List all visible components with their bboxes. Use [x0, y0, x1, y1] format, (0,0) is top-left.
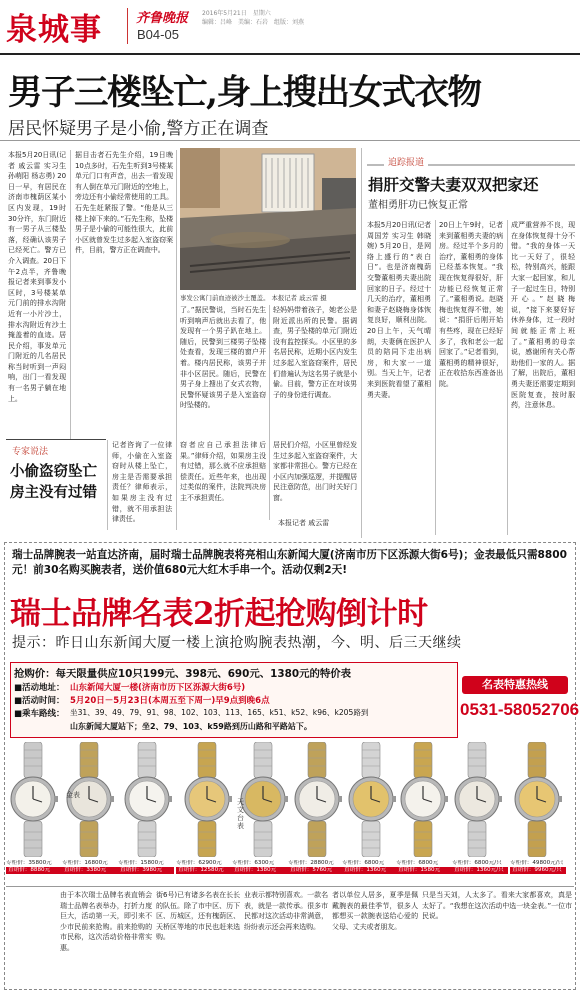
sale-price: 直销价：3980元: [118, 867, 174, 874]
paper-logo: 齐鲁晚报: [136, 11, 189, 26]
ad-time: 5月20日－5月23日(本周五至下周一)早9点到晚6点: [70, 696, 270, 706]
price-tag: [232, 860, 288, 882]
price-tag: [6, 860, 62, 882]
original-price: 专柜价：6800元: [342, 860, 385, 866]
story1-col4: 轻妈妈带着孩子，她老公是附近派出所的民警。据调查，男子坠楼的单元门附近没有监控探头。小区里的多名居民称，近期小区内发生过多起入室盗窃案件，居民们普遍认为这名男子就是小偷。目前，警方正在对该男子的身份进行调查。: [273, 306, 357, 399]
watch-image: [398, 742, 448, 857]
masthead: [0, 0, 580, 52]
page-code: B04-05: [137, 27, 179, 42]
story2-label: 追踪报道: [384, 155, 428, 168]
section-title: 泉城事: [6, 12, 102, 48]
story1-photo: [180, 148, 356, 290]
price-tag: [342, 860, 398, 882]
ad-time-label: ■活动时间：: [14, 696, 65, 706]
price-tag: [452, 860, 508, 882]
editor-credits: 编辑：吕峰 美编：石岩 组版：刘燕: [202, 19, 305, 26]
watch-image: [182, 742, 232, 857]
watch-image: [122, 742, 172, 857]
sidebar-title-line2: 房主没有过错: [10, 485, 97, 501]
watch-image: [292, 742, 342, 857]
sale-price: 直销价：3380元: [62, 867, 118, 874]
sale-price: 直销价：5760元: [288, 867, 344, 874]
sale-price: 直销价：1580元: [396, 867, 452, 874]
sale-price: 直销价：12580元: [176, 867, 232, 874]
original-price: 专柜价：49800元/只: [510, 860, 564, 866]
story2-col3: 成严重营养不良，现在身体恢复得十分不错。“我的身体一天比一天好了，很轻松，特别高兴，能跟大家一起回家，和儿子一起过生日，特别开心。”赵晓梅说，“接下来要好好休养身体，过一段时间就能正常上班了。”董相勇的母亲说，感谢所有关心帮助他们一家的人。据了解，出院后，董相勇夫妻还需要定期到医院复查，按时服药，注意休息。: [511, 221, 575, 410]
ad-body-col1: 由于本次瑞士品牌名表直销会瑞士品牌名表举办，打折力度巨大，活动第一天，即引来不少市民前来抢购。前来抢购的市民称，这次活动价格非常实惠。: [60, 891, 152, 952]
ad-hotline-number: 0531-58052706: [460, 700, 580, 719]
original-price: 专柜价：6800元: [396, 860, 439, 866]
watch-image: [346, 742, 396, 857]
ad-bus-line2: 山东新闻大厦站下；坐2、79、103、k59路到历山路和平路站下。: [70, 722, 312, 731]
ad-bus-line1: 坐31、39、49、79、91、98、102、103、113、165、k51、k52、k96、k205路到: [70, 708, 369, 717]
original-price: 专柜价：6800元/只: [452, 860, 502, 866]
sale-price: 直销价：1360元/只: [452, 867, 508, 874]
sale-price: 直销价：1380元: [232, 867, 288, 874]
ad-body-col3: 业表示都特别喜欢。一款名表，就是一款传承。很多市民都对这次活动非常满意，纷纷表示还会再来选购。: [244, 891, 328, 931]
sale-price: 直销价：8880元: [6, 867, 62, 874]
main-headline: 男子三楼坠亡,身上搜出女式衣物: [8, 73, 481, 113]
gold-watch-label: 金表: [66, 791, 80, 799]
story2-col2: 20日上午9时，记者来到董相勇夫妻的病房。经过半个多月的治疗，董相勇的身体已经基本恢复。“我现在恢复得很好，肝功能已经恢复正常了。”董相勇说。赵晓梅也恢复得不错，她说：“捐肝后刚开始有些疼，现在已经好多了，我和老公一起回家了。”记者看到，董相勇的精神很好，正在收拾东西准备出院。: [439, 221, 503, 388]
watch-image: [512, 742, 562, 857]
watch-image: [452, 742, 502, 857]
story1-col3: 了。”据民警说，当时石先生听到响声后就出去看了，他发现有一个男子趴在地上。随后，民警到三楼男子坠楼处查看，发现三楼的窗户开着。楼内居民称，该男子并非小区居民。随后，民警在男子身上搜出了女式衣物，民警怀疑该男子是入室盗窃时坠楼的。: [180, 306, 266, 410]
story2-col1: 本报5月20日讯(记者 周国芳 实习生 韩晓婉) 5月20日，是网络上盛行的“表白日”。也是济南槐荫交警董相勇夫妻出院回家的日子。经过十几天的治疗，董相勇和妻子赵晓梅身体恢复良好，顺利出院。20日上午，天气晴朗，夫妻俩在医护人员的陪同下走出病房，和大家一一道别。当天上午，记者来到医院看望了董相勇夫妻。: [367, 221, 431, 399]
original-price: 专柜价：16800元: [62, 860, 108, 866]
ad-body-col4: 者以单位人居多，夏季是佩戴腕表的最佳季节，很多人都想买一款腕表送给心爱的父母、丈夫或者朋友。: [332, 891, 418, 931]
ad-hotline-label: 名表特惠热线: [462, 676, 568, 694]
story1-col2: 据目击者石先生介绍，19日晚10点多时，石先生听到3号楼某单元门口有声音，出去一看发现有人倒在单元门附近的空地上，旁边还有小偷经常使用的工具。石先生赶紧报了警。“他是从三楼上掉下来的。”石先生称，坠楼男子是小偷的可能性很大，此前小区就曾发生过多起入室盗窃案件，目前，警方正在调查中。: [75, 151, 173, 255]
ad-bus-label: ■乘车路线：: [14, 709, 65, 719]
original-price: 专柜价：35800元: [6, 860, 52, 866]
photo-caption: 事发公寓门前血迹被沙土覆盖。 本报记者 戚云雷 摄: [180, 294, 327, 302]
main-subheadline: 居民怀疑男子是小偷,警方正在调查: [8, 119, 269, 139]
ad-sale-line: 抢购价：每天限量供应10只199元、398元、690元、1380元的特价表: [14, 668, 352, 680]
watch-image: [8, 742, 58, 857]
price-tag: [396, 860, 452, 882]
auto-watch-label: 天文台表: [237, 798, 244, 830]
story1-col5: 记者咨询了一位律师，小偷在入室盗窃时从楼上坠亡，房主是否需要承担责任？律师表示，如果房主没有过错，就不用承担法律责任。: [112, 441, 172, 524]
ad-reminder: 提示：昨日山东新闻大厦一楼上演抢购腕表热潮，今、明、后三天继续: [12, 635, 462, 651]
original-price: 专柜价：6300元: [232, 860, 275, 866]
price-tag: [62, 860, 118, 882]
price-tag: [288, 860, 344, 882]
ad-body-col2: 街6号)已有诸多名表在长长的队伍。除了市中区、历下区、历城区，还有槐荫区、天桥区等地的市民也赶来选购。: [156, 891, 240, 942]
issue-date: 2016年5月21日 星期六: [202, 10, 271, 17]
ad-top-line: 瑞士品牌腕表一站直达济南，届时瑞士品牌腕表将亮相山东新闻大厦(济南市历下区泺源大街6号)；金表最低只需8800元！前30名购买腕表者，送价值680元大红木手串一个。活动仅剩2天!: [12, 549, 568, 576]
ad-location-label: ■活动地址：: [14, 683, 65, 693]
ad-headline: 瑞士品牌名表2折起抢购倒计时: [10, 596, 428, 632]
sidebar-label: 专家说法: [12, 447, 49, 457]
price-tag: [510, 860, 566, 882]
sale-price: 直销价：9960元/只: [510, 867, 566, 874]
story2-title: 捐肝交警夫妻双双把家还: [368, 176, 539, 194]
story1-byline: 本报记者 戚云雷: [278, 519, 330, 527]
ad-location: 山东新闻大厦一楼(济南市历下区泺源大街6号): [70, 683, 246, 693]
story1-col1: 本报5月20日讯(记者 戚云雷 实习生 孙萌阳 杨志勇) 20日一早，有居民在济南市槐荫区某小区内发现，19时30分许，东门附近有一男子从三楼坠落，经确认该男子已经死亡。警方已介入调查。20日下午2点半，齐鲁晚报记者来到事发小区时，3号楼某单元门前的排水沟附近有一小片沙土，排水沟附近有沙土掩盖着的血迹。居民介绍，事发单元门附近的几名居民称当时听到一声闷响，出门一看发现有一名男子躺在地上。: [8, 151, 66, 403]
sidebar-title-line1: 小偷盗窃坠亡: [10, 464, 97, 480]
price-tag: [118, 860, 174, 882]
story1-col7: 居民们介绍，小区里曾经发生过多起入室盗窃案件，大家都非常担心。警方已经在小区内加强巡逻，并提醒居民注意防范，出门时关好门窗。: [273, 441, 357, 502]
ad-body-col5: 只是当天刘，人太多了。看来大家都喜欢，真是太好了。“我想在这次活动中选一块金表。”一位市民说。: [422, 891, 572, 921]
sale-price: 直销价：1360元: [342, 867, 398, 874]
original-price: 专柜价：62900元: [176, 860, 222, 866]
original-price: 专柜价：28800元: [288, 860, 334, 866]
story2-subtitle: 董相勇肝功已恢复正常: [368, 200, 468, 211]
story1-col6: 窃者应自己承担法律后果。”律师介绍，如果房主没有过错，那么就不应承担赔偿责任。近些年来，也出现过类似的案件，法院判决房主不承担责任。: [180, 441, 266, 502]
price-tag: [176, 860, 232, 882]
original-price: 专柜价：15800元: [118, 860, 164, 866]
